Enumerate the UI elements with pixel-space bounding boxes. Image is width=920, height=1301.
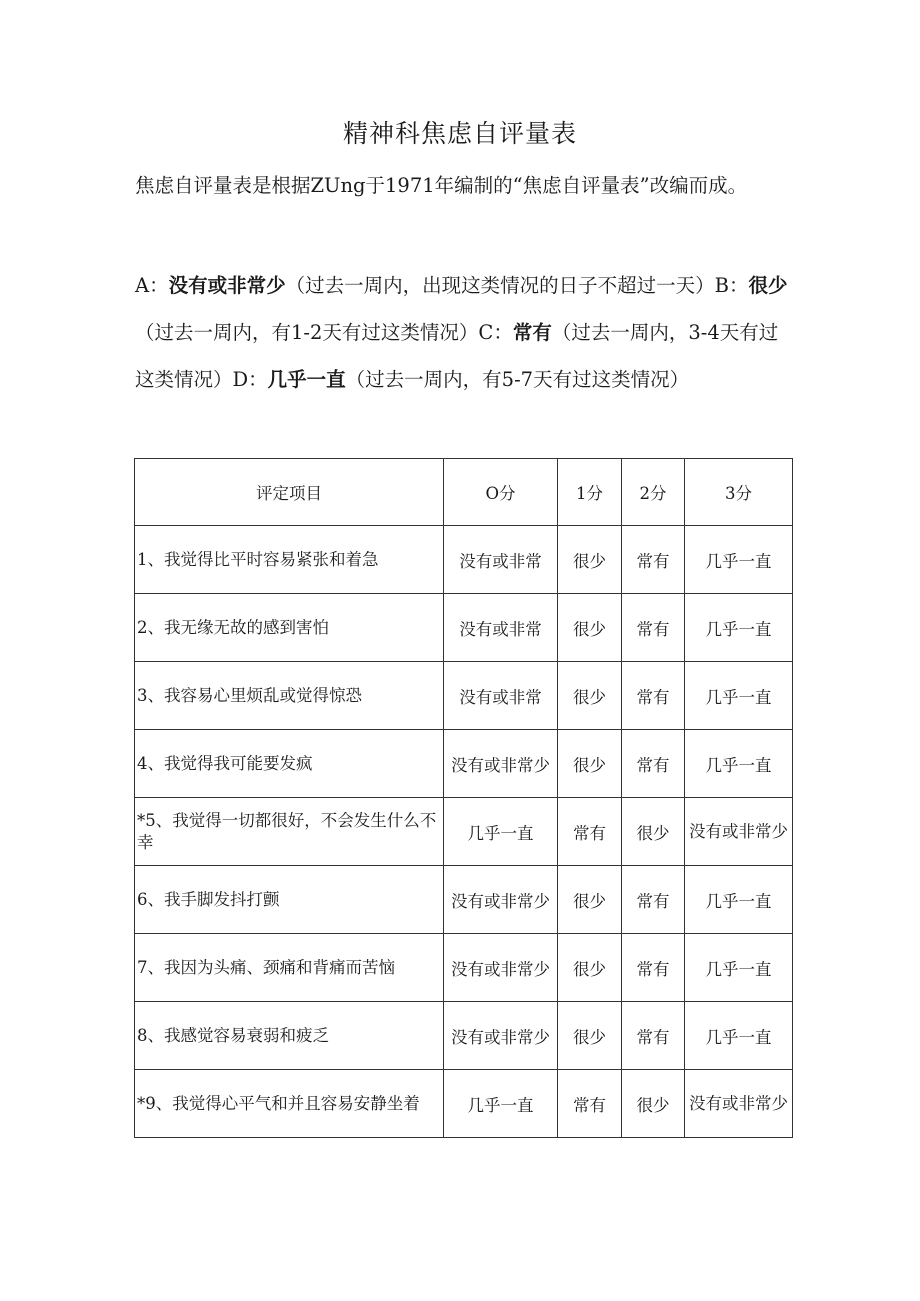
score-0-option: 没有或非常 [444,594,558,662]
score-3-option: 没有或非常少 [685,1070,793,1138]
header-score-3: 3分 [685,459,793,526]
legend-d-term: 几乎一直 [267,368,346,391]
score-1-option: 很少 [558,1002,622,1070]
table-row [135,934,793,1002]
score-2-option: 常有 [622,730,685,798]
table-row [135,526,793,594]
score-3-option: 几乎一直 [685,934,793,1002]
legend-a-prefix: A： [135,274,169,297]
score-1-option: 常有 [558,1070,622,1138]
table-row [135,1002,793,1070]
legend-a-term: 没有或非常少 [168,274,286,297]
table-header-row [135,459,793,526]
legend-b-term: 很少 [748,274,788,297]
score-1-option: 很少 [558,730,622,798]
legend-c-desc: （过去一周内，3-4天有过这类情况） [135,321,779,391]
score-0-option: 没有或非常 [444,526,558,594]
header-score-0: O分 [444,459,558,526]
legend-d-desc: （过去一周内，有5-7天有过这类情况） [345,368,690,391]
score-1-option: 很少 [558,866,622,934]
header-item: 评定项目 [135,459,444,526]
score-3-option: 几乎一直 [685,662,793,730]
table-row [135,866,793,934]
score-1-option: 很少 [558,526,622,594]
item-text: 4、我觉得我可能要发疯 [135,730,444,798]
item-text: 6、我手脚发抖打颤 [135,866,444,934]
score-1-option: 很少 [558,594,622,662]
scoring-legend [135,262,795,403]
table-row [135,1070,793,1138]
score-0-option: 几乎一直 [444,798,558,866]
item-text: *5、我觉得一切都很好，不会发生什么不幸 [135,798,444,866]
legend-c-term: 常有 [512,321,552,344]
score-2-option: 很少 [622,798,685,866]
score-2-option: 常有 [622,866,685,934]
item-text: 8、我感觉容易衰弱和疲乏 [135,1002,444,1070]
score-2-option: 常有 [622,594,685,662]
score-3-option: 几乎一直 [685,1002,793,1070]
score-3-option: 没有或非常少 [685,798,793,866]
score-3-option: 几乎一直 [685,594,793,662]
table-row [135,730,793,798]
item-text: 3、我容易心里烦乱或觉得惊恐 [135,662,444,730]
score-0-option: 没有或非常少 [444,730,558,798]
score-3-option: 几乎一直 [685,866,793,934]
rating-table [134,458,793,1138]
score-2-option: 常有 [622,1002,685,1070]
page-title: 精神科焦虑自评量表 [342,119,577,148]
score-2-option: 常有 [622,526,685,594]
score-1-option: 很少 [558,934,622,1002]
score-0-option: 没有或非常少 [444,866,558,934]
header-score-1: 1分 [558,459,622,526]
legend-d-prefix: D： [232,368,268,391]
legend-b-desc: （过去一周内，有1-2天有过这类情况） [135,321,479,344]
score-0-option: 没有或非常少 [444,934,558,1002]
table-row [135,594,793,662]
legend-b-prefix: B： [714,274,749,297]
intro-paragraph: 焦虑自评量表是根据ZUng于1971年编制的“焦虑自评量表”改编而成。 [135,174,748,197]
score-1-option: 很少 [558,662,622,730]
score-2-option: 很少 [622,1070,685,1138]
score-0-option: 没有或非常 [444,662,558,730]
item-text: 7、我因为头痛、颈痛和背痛而苦恼 [135,934,444,1002]
item-text: *9、我觉得心平气和并且容易安静坐着 [135,1070,444,1138]
item-text: 2、我无缘无故的感到害怕 [135,594,444,662]
header-score-2: 2分 [622,459,685,526]
item-text: 1、我觉得比平时容易紧张和着急 [135,526,444,594]
table-row [135,662,793,730]
score-3-option: 几乎一直 [685,730,793,798]
score-1-option: 常有 [558,798,622,866]
score-3-option: 几乎一直 [685,526,793,594]
score-2-option: 常有 [622,662,685,730]
legend-c-prefix: C： [478,321,513,344]
table-row [135,798,793,866]
score-2-option: 常有 [622,934,685,1002]
score-0-option: 几乎一直 [444,1070,558,1138]
score-0-option: 没有或非常少 [444,1002,558,1070]
legend-a-desc: （过去一周内，出现这类情况的日子不超过一天） [285,274,715,297]
